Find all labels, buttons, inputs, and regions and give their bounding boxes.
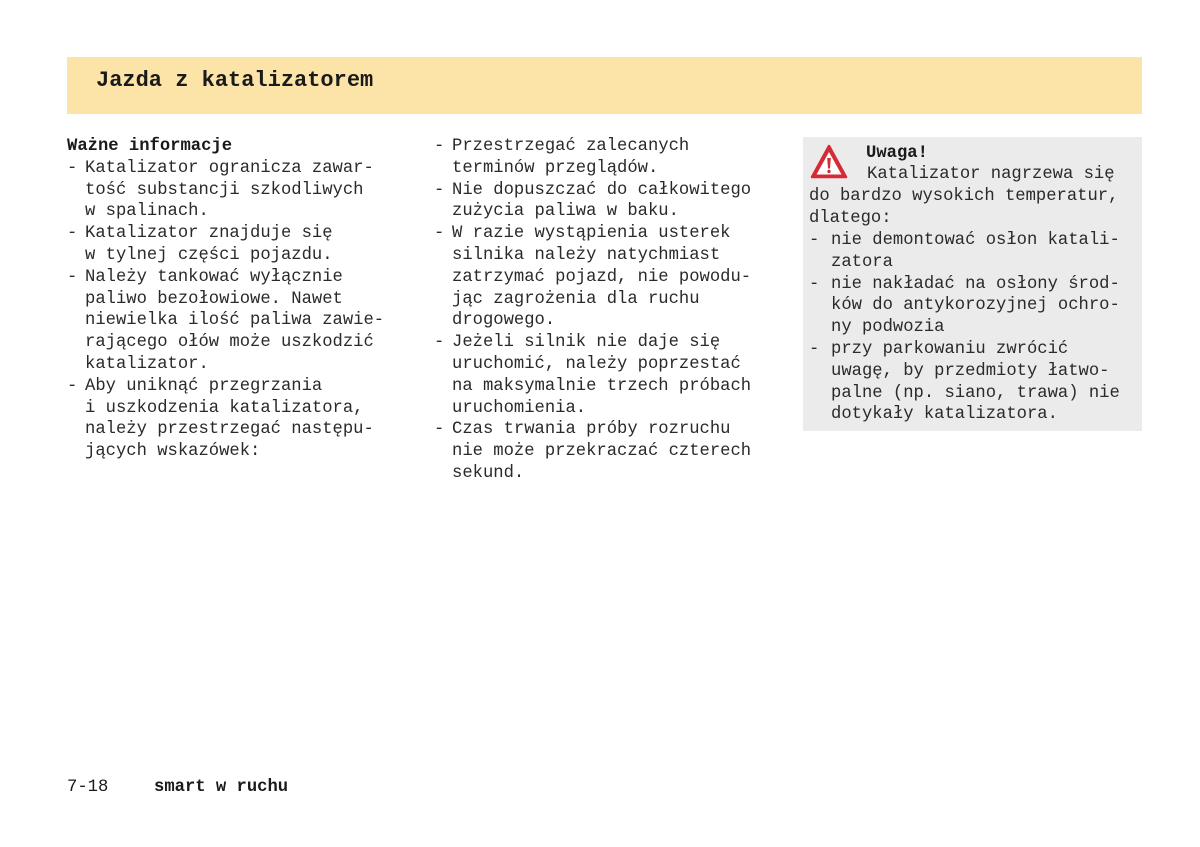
list-item-line: ny podwozia [831, 318, 945, 338]
list-item-line: i uszkodzenia katalizatora, [85, 398, 364, 418]
list-dash: - [434, 420, 445, 440]
list-item-line: nie może przekraczać czterech [452, 442, 752, 462]
list-item-line: w tylnej części pojazdu. [85, 245, 333, 265]
list-dash: - [67, 224, 78, 244]
list-item [67, 267, 384, 376]
list-item-line: W razie wystąpienia usterek [452, 224, 731, 244]
list-item-line: Należy tankować wyłącznie [85, 267, 343, 287]
list-dash: - [809, 339, 820, 359]
list-item-line: uwagę, by przedmioty łatwo- [831, 361, 1110, 381]
list-item-line: zatora [831, 252, 893, 272]
list-dash: - [434, 180, 445, 200]
list-item-line: nie demontować osłon katali- [831, 231, 1120, 250]
list-item-line: Czas trwania próby rozruchu [452, 420, 731, 440]
list-item [434, 332, 751, 419]
list-item-line: silnika należy natychmiast [452, 245, 721, 265]
list-dash: - [434, 137, 445, 156]
list-item [809, 230, 1120, 274]
warning-intro-line: Katalizator nagrzewa się [867, 165, 1115, 184]
list-item [809, 274, 1120, 339]
section-heading: Ważne informacje [67, 137, 233, 156]
list-item [67, 223, 384, 267]
list-dash: - [67, 267, 78, 287]
page-number: 7-18 [67, 778, 109, 797]
list-item-line: Jeżeli silnik nie daje się [452, 333, 721, 353]
list-item [67, 158, 384, 223]
list-item-line: rającego ołów może uszkodzić [85, 333, 374, 353]
list-item-line: ków do antykorozyjnej ochro- [831, 296, 1120, 316]
list-item-line: Aby uniknąć przegrzania [85, 376, 323, 396]
list-item-line: zatrzymać pojazd, nie powodu- [452, 267, 752, 287]
column-middle [434, 136, 751, 485]
list-item-line: tość substancji szkodliwych [85, 180, 364, 200]
list-item-line: jąc zagrożenia dla ruchu [452, 289, 700, 309]
list-item [434, 419, 751, 484]
list-item-line: dotykały katalizatora. [831, 405, 1058, 425]
list-item-line: w spalinach. [85, 202, 209, 222]
warning-intro [809, 164, 1118, 229]
warning-title: Uwaga! [866, 144, 928, 163]
list-item-line: należy przestrzegać następu- [85, 420, 374, 440]
list-item [67, 376, 384, 463]
list-dash: - [809, 231, 820, 250]
list-dash: - [434, 333, 445, 353]
list-item-line: sekund. [452, 463, 525, 483]
list-item-line: jących wskazówek: [85, 442, 261, 462]
list-dash: - [434, 224, 445, 244]
list-item-line: uruchomienia. [452, 398, 587, 418]
footer-section-title: smart w ruchu [154, 778, 289, 797]
list-item [434, 180, 751, 224]
list-item-line: przy parkowaniu zwrócić [831, 339, 1069, 359]
list-item-line: katalizator. [85, 354, 209, 374]
list-item-line: Katalizator znajduje się [85, 224, 333, 244]
list-dash: - [67, 376, 78, 396]
list-item-line: zużycia paliwa w baku. [452, 202, 679, 222]
list-dash: - [809, 274, 820, 294]
list-item-line: terminów przeglądów. [452, 158, 659, 178]
list-item [434, 136, 751, 180]
list-item-line: Nie dopuszczać do całkowitego [452, 180, 752, 200]
page-title: Jazda z katalizatorem [96, 68, 374, 93]
warning-intro-line: do bardzo wysokich temperatur, [809, 186, 1119, 206]
list-item-line: niewielka ilość paliwa zawie- [85, 311, 385, 331]
list-item-line: nie nakładać na osłony środ- [831, 274, 1120, 294]
list-item-line: uruchomić, należy poprzestać [452, 354, 741, 374]
list-item-line: Katalizator ogranicza zawar- [85, 158, 374, 178]
list-item-line: Przestrzegać zalecanych [452, 137, 690, 156]
list-item-line: drogowego. [452, 311, 556, 331]
list-item-line: paliwo bezołowiowe. Nawet [85, 289, 343, 309]
column-left [67, 136, 384, 463]
list-item [809, 339, 1120, 426]
list-dash: - [67, 158, 78, 178]
warning-intro-line: dlatego: [809, 208, 892, 228]
list-item [434, 223, 751, 332]
warning-list [809, 230, 1120, 426]
list-item-line: na maksymalnie trzech próbach [452, 376, 752, 396]
list-item-line: palne (np. siano, trawa) nie [831, 383, 1120, 403]
